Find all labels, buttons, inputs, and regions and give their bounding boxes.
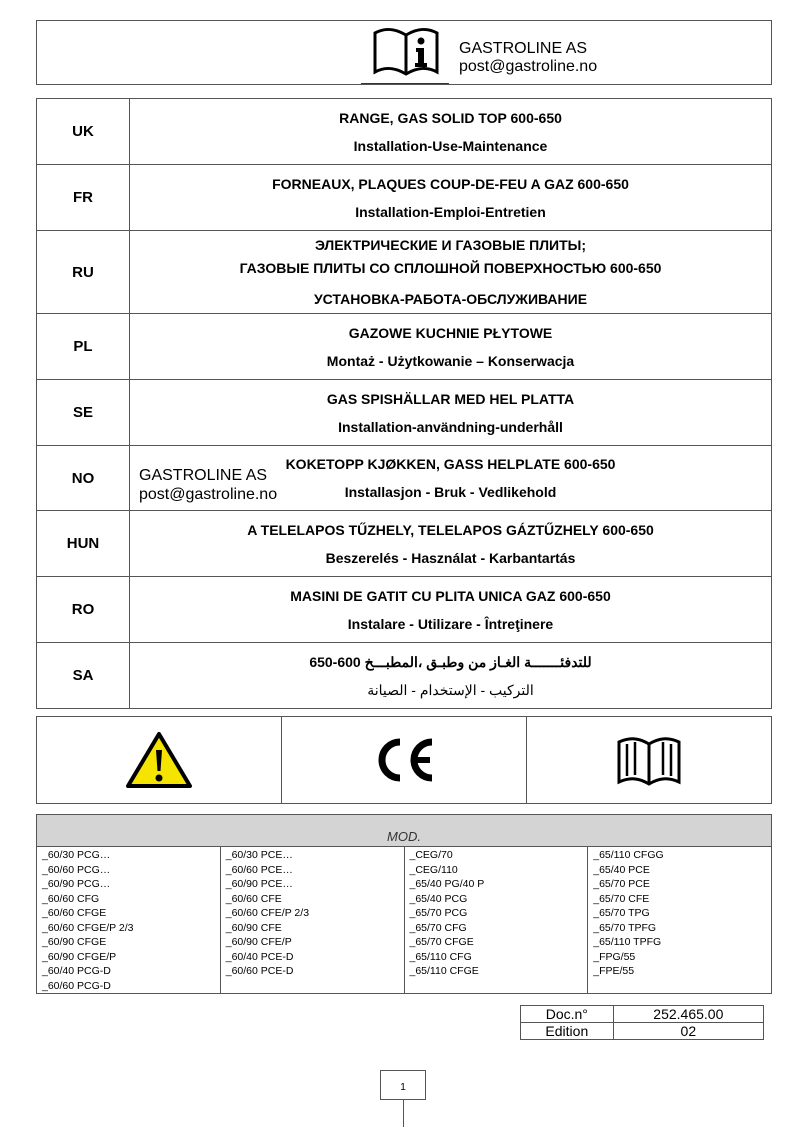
model-item: _65/110 CFG xyxy=(409,950,472,963)
lang-title: ЭЛЕКТРИЧЕСКИЕ И ГАЗОВЫЕ ПЛИТЫ; xyxy=(314,236,587,253)
stamp-email: post@gastroline.no xyxy=(139,486,278,503)
model-item: _60/90 CFE/P xyxy=(225,936,292,948)
lang-title: GAZOWE KUCHNIE PŁYTOWE xyxy=(348,324,553,341)
model-item: _FPG/55 xyxy=(593,950,636,963)
model-item: _60/60 CFG xyxy=(42,892,100,905)
gastroline-stamp xyxy=(139,466,277,504)
lang-title: GAS SPISHÄLLAR MED HEL PLATTA xyxy=(326,390,575,407)
lang-code: FR xyxy=(37,165,130,231)
model-item: _65/70 TPG xyxy=(593,907,650,919)
model-item: _65/40 PG/40 P xyxy=(409,878,485,890)
info-book-icon xyxy=(372,25,440,77)
lang-subtitle: Beszerelés - Használat - Karbantartás xyxy=(325,549,576,566)
doc-value: 252.465.00 xyxy=(613,1006,763,1023)
lang-row-pl xyxy=(37,314,772,380)
models-column xyxy=(37,847,221,993)
lang-subtitle: Installation-användning-underhåll xyxy=(338,418,563,435)
symbol-cell xyxy=(527,717,771,803)
model-item: _65/110 TPFG xyxy=(593,936,662,948)
model-item: _60/60 PCG-D xyxy=(42,979,111,992)
page-number: 1 xyxy=(380,1070,426,1100)
model-item: _60/60 CFGE/P 2/3 xyxy=(42,921,134,934)
lang-row-se xyxy=(37,380,772,446)
model-item: _CEG/110 xyxy=(409,863,458,876)
model-item: _60/40 PCG-D xyxy=(42,965,111,977)
lang-row-uk xyxy=(37,99,772,165)
lang-title: للتدفئـــــــة الغـاز من وطبـق ،المطبـــخ 600-650 xyxy=(309,653,592,670)
doc-row xyxy=(521,1006,764,1023)
page-number-line xyxy=(403,1100,404,1127)
model-item: _65/70 CFG xyxy=(409,921,467,934)
header-company: GASTROLINE AS xyxy=(459,40,588,57)
model-item: _65/40 PCE xyxy=(593,863,650,876)
models-header: MOD. xyxy=(36,814,772,847)
model-item: _FPE/55 xyxy=(593,965,635,977)
lang-desc xyxy=(130,511,772,577)
models-column xyxy=(221,847,405,993)
lang-desc xyxy=(130,380,772,446)
lang-subtitle: Installation-Use-Maintenance xyxy=(353,137,548,154)
model-item: _60/40 PCE-D xyxy=(225,950,294,963)
lang-title: RANGE, GAS SOLID TOP 600-650 xyxy=(339,109,562,126)
lang-title: KOKETOPP KJØKKEN, GASS HELPLATE 600-650 xyxy=(285,456,616,472)
model-item: _CEG/70 xyxy=(409,849,453,861)
model-item: _60/60 PCE… xyxy=(225,863,293,876)
lang-subtitle: Instalare - Utilizare - Întreţinere xyxy=(347,615,554,632)
model-item: _65/70 PCG xyxy=(409,907,468,919)
lang-subtitle: УСТАНОВКА-РАБОТА-ОБСЛУЖИВАНИЕ xyxy=(313,290,588,307)
models-column xyxy=(588,847,771,993)
model-item: _60/60 PCG… xyxy=(42,863,111,876)
lang-title: A TELELAPOS TŰZHELY, TELELAPOS GÁZTŰZHELY 600-650 xyxy=(247,521,654,538)
lang-desc xyxy=(130,643,772,709)
doc-label: Doc.n° xyxy=(521,1006,614,1023)
model-item: _60/60 CFE/P 2/3 xyxy=(225,907,310,919)
lang-code: SE xyxy=(37,380,130,446)
lang-desc xyxy=(130,99,772,165)
lang-code: RU xyxy=(37,231,130,314)
model-item: _60/60 CFGE xyxy=(42,907,107,919)
edition-label: Edition xyxy=(521,1023,614,1040)
lang-subtitle: Installation-Emploi-Entretien xyxy=(355,203,546,220)
doc-info-table xyxy=(520,1005,764,1040)
model-item: _65/70 CFGE xyxy=(409,936,474,948)
warning-icon xyxy=(124,730,194,790)
model-item: _60/60 PCE-D xyxy=(225,965,294,977)
lang-subtitle: Montaż - Użytkowanie – Konserwacja xyxy=(326,352,575,369)
lang-row-ro xyxy=(37,577,772,643)
model-item: _65/110 CFGG xyxy=(593,849,664,861)
lang-desc xyxy=(130,577,772,643)
lang-subtitle: Installasjon - Bruk - Vedlikehold xyxy=(344,484,557,500)
model-item: _60/90 PCE… xyxy=(225,878,293,890)
lang-row-fr xyxy=(37,165,772,231)
lang-code: PL xyxy=(37,314,130,380)
model-item: _60/30 PCE… xyxy=(225,849,293,861)
lang-code: SA xyxy=(37,643,130,709)
model-item: _65/40 PCG xyxy=(409,892,468,905)
lang-code: HUN xyxy=(37,511,130,577)
stamp-company: GASTROLINE AS xyxy=(139,467,268,484)
model-item: _65/110 CFGE xyxy=(409,965,479,977)
lang-title-2: ГАЗОВЫЕ ПЛИТЫ СО СПЛОШНОЙ ПОВЕРХНОСТЬЮ 600-650 xyxy=(239,259,662,276)
lang-title: MASINI DE GATIT CU PLITA UNICA GAZ 600-650 xyxy=(290,587,611,604)
lang-title: FORNEAUX, PLAQUES COUP-DE-FEU A GAZ 600-650 xyxy=(272,175,629,192)
lang-code: RO xyxy=(37,577,130,643)
lang-row-ru xyxy=(37,231,772,314)
edition-value: 02 xyxy=(613,1023,763,1040)
model-item: _60/90 CFGE xyxy=(42,936,107,948)
ce-mark-icon xyxy=(372,736,436,784)
language-table xyxy=(36,98,772,709)
symbol-cell xyxy=(282,717,527,803)
model-item: _60/30 PCG… xyxy=(42,849,111,861)
symbols-row xyxy=(36,716,772,804)
lang-desc xyxy=(130,165,772,231)
lang-desc xyxy=(130,314,772,380)
model-item: _60/60 CFE xyxy=(225,892,282,905)
edition-row xyxy=(521,1023,764,1040)
model-item: _65/70 TPFG xyxy=(593,921,657,934)
model-item: _60/90 CFGE/P xyxy=(42,950,117,963)
header-email: post@gastroline.no xyxy=(459,58,598,75)
model-item: _60/90 CFE xyxy=(225,921,282,934)
symbol-cell xyxy=(37,717,282,803)
models-column xyxy=(405,847,589,993)
lang-row-sa xyxy=(37,643,772,709)
lang-row-hun xyxy=(37,511,772,577)
model-item: _65/70 CFE xyxy=(593,892,650,905)
model-item: _65/70 PCE xyxy=(593,878,650,890)
lang-code: NO xyxy=(37,446,130,511)
lang-subtitle: التركيب - الإستخدام - الصيانة xyxy=(367,681,534,698)
lang-code: UK xyxy=(37,99,130,165)
model-item: _60/90 PCG… xyxy=(42,878,111,890)
lang-desc xyxy=(130,231,772,314)
manual-book-icon xyxy=(615,732,683,788)
models-grid xyxy=(36,846,772,994)
header-underline xyxy=(361,83,449,84)
